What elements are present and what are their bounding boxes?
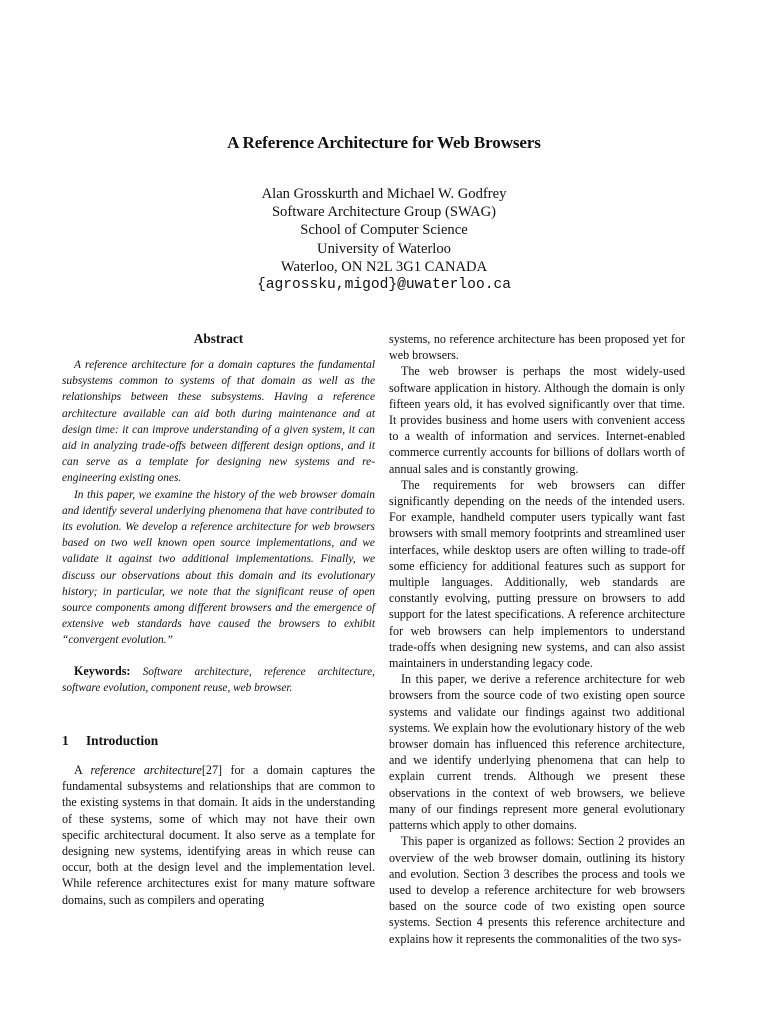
affiliation-group: Software Architecture Group (SWAG) — [271, 204, 497, 221]
keywords — [62, 663, 375, 696]
section-number: 1 — [62, 733, 69, 749]
abstract-paragraph: In this paper, we examine the history of the web browser domain and identify several underlying phenomena that have contributed to its evolution. We develop a reference architecture for web browsers based on two well known open source implementations, and we validate it against two additional implementations. Finally, we discuss our observations about this domain and its evolutionary history; in particular, we note that the significant reuse of open source components among different browsers and the emergence of extensive web standards have caused the browsers to exhibit “convergent evolution.” — [62, 488, 375, 647]
body-paragraph: systems, no reference architecture has been proposed yet for web browsers. — [389, 332, 685, 363]
abstract-heading: Abstract — [193, 331, 244, 346]
body-paragraph: The requirements for web browsers can differ significantly depending on the needs of the intended users. For example, handheld computer users typically want fast browsers with small memory footprints and streamlined user interfaces, while desktop users are often willing to trade-off some efficiency for additional features such as support for multiple languages. Additionally, web standards are constantly evolving, putting pressure on browsers to add support for the latest specifications. A reference architecture for web browsers can help implementors to understand trade-offs when designing new systems, and can also assist maintainers in understanding legacy code. — [389, 477, 685, 671]
affiliation-address: Waterloo, ON N2L 3G1 CANADA — [280, 258, 488, 275]
intro-text-prefix: A — [74, 763, 91, 778]
left-column — [62, 330, 375, 908]
body-paragraph: This paper is organized as follows: Section 2 provides an overview of the web browser domain, outlining its history and evolution. Section 3 describes the process and tools we used to develop a reference architecture for web browsers based on the source code of two existing open source systems. Section 4 presents this reference architecture and explains how it represents the commonalities of the two sys- — [389, 834, 685, 946]
author-names: Alan Grosskurth and Michael W. Godfrey — [261, 186, 507, 202]
section-title: Introduction — [86, 733, 159, 749]
section-heading-introduction — [62, 732, 375, 750]
abstract-paragraph: A reference architecture for a domain captures the fundamental subsystems common to systems of that domain as well as the relationships between these subsystems. Having a reference architecture available can aid both during maintenance and at design time: it can improve understanding of a given system, it can aid in analyzing trade-offs between different design options, and it can serve as a template for designing new systems and re-engineering existing ones. — [62, 359, 375, 485]
right-column — [389, 331, 685, 947]
body-paragraph: The web browser is perhaps the most widely-used software application in history. Although the domain is only fifteen years old, it has evolved significantly over that time. It provides business and home users with convenient access to a wealth of information and services. Internet-enabled commerce currently accounts for billions of dollars worth of annual sales and is constantly growing. — [389, 364, 685, 476]
intro-term-reference-architecture: reference architecture — [90, 763, 202, 778]
paper-title: A Reference Architecture for Web Browsers — [227, 133, 541, 152]
intro-text-rest: [27] for a domain captures the fundamental subsystems and relationships that are common to the existing systems in that domain. It aids in the understanding of these systems, some of which may not have their own specific architectural document. It also serve as a template for designing new systems, identifying areas in which reuse can occur, both at the design level and the implementation level. While reference architectures exist for many mature software domains, such as compilers and operating — [62, 763, 376, 907]
abstract-body — [62, 357, 375, 696]
author-block — [0, 185, 768, 294]
affiliation-university: University of Waterloo — [317, 240, 451, 257]
keywords-label: Keywords: — [74, 663, 131, 678]
affiliation-school: School of Computer Science — [300, 222, 468, 239]
keywords-text: Software architecture, reference architecture, software evolution, component reuse, web browser. — [62, 665, 375, 694]
introduction-paragraph — [62, 762, 375, 908]
body-paragraph: In this paper, we derive a reference architecture for web browsers from the source code of two existing open source systems and validate our findings against two additional systems. We explain how the evolutionary history of the web browser domain has influenced this reference architecture, and we identify underlying phenomena that can help to explain current trends. Although we present these observations in the context of web browsers, we believe many of our findings represent more general evolutionary patterns which apply to other domains. — [389, 672, 685, 833]
introduction-body — [62, 762, 375, 908]
author-email: {agrossku,migod}@uwaterloo.ca — [257, 277, 511, 294]
